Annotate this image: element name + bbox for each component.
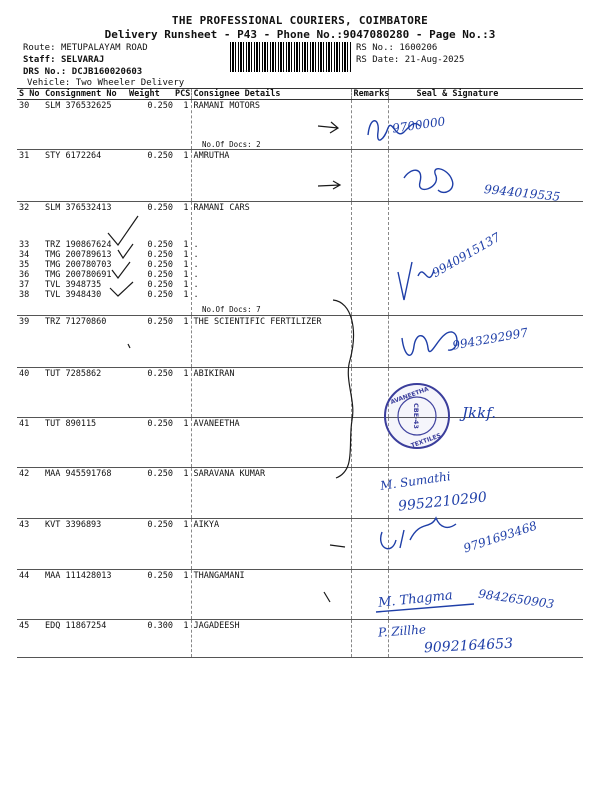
col-remarks: Remarks [351,89,388,100]
col-sno: S No [17,89,43,100]
staff-value: SELVARAJ [60,55,105,65]
cell-consignment: TUT 7285862 [43,368,127,418]
cell-pcs: 1 [175,418,191,468]
cell-consignee: THE SCIENTIFIC FERTILIZER [191,316,351,368]
table-row [17,368,583,418]
cell-consignee: RAMANI CARS . . . . . . [191,202,351,316]
cell-weight: 0.250 [127,519,175,570]
cell-consignee: SARAVANA KUMAR [191,468,351,519]
cell-weight: 0.250 [127,150,175,202]
cell-weight: 0.250 0.250 0.250 0.250 0.250 0.250 0.250 [127,202,175,316]
col-pcs: PCS [175,89,191,99]
cell-consignment: SLM 376532625 [43,100,127,150]
cell-pcs: 1 [175,316,191,368]
cell-remarks [351,100,388,150]
handwriting-45-name: P. Zillhe [377,622,427,640]
col-consignment: Consignment No [43,89,127,100]
cell-consignment: STY 6172264 [43,150,127,202]
cell-weight: 0.250 [127,418,175,468]
cell-sno: 45 [17,620,43,658]
handwriting-44-name: M. Thagma [377,588,454,611]
handwriting-32: 9940915137 [429,229,503,281]
handwriting-39: 9943292997 [451,325,529,353]
rs-date-value: 21-Aug-2025 [404,55,465,65]
cell-pcs: 1 [175,150,191,202]
cell-consignment: EDQ 11867254 [43,620,127,658]
cell-remarks [351,202,388,316]
svg-text:CBE-43: CBE-43 [412,403,420,429]
col-consignee: Consignee Details [191,89,351,100]
cell-remarks [351,150,388,202]
col-weight: Weight [127,89,175,100]
table-row-group [17,202,583,316]
rs-date-line: RS Date: 21-Aug-2025 [356,55,465,65]
cell-consignee: THANGAMANI [191,570,351,620]
table-row [17,468,583,519]
rs-number-line: RS No.: 1600206 [356,43,438,53]
cell-consignee: JAGADEESH [191,620,351,658]
cell-pcs: 1 [175,620,191,658]
cell-consignee: AMRUTHA [191,150,351,202]
rs-number-value: 1600206 [399,43,438,53]
cell-weight: 0.300 [127,620,175,658]
runsheet-table [17,88,583,658]
cell-consignee: ABIKIRAN [191,368,351,418]
cell-consignment: TRZ 71270860 [43,316,127,368]
route-value: METUPALAYAM ROAD [60,43,148,53]
cell-consignee: AIKYA [191,519,351,570]
handwriting-44-phone: 9842650903 [477,586,555,612]
cell-consignment: MAA 111428013 [43,570,127,620]
handwriting-31: 9944019535 [483,182,561,204]
route-line: Route: METUPALAYAM ROAD [23,43,148,53]
handwriting-42-phone: 9952210290 [397,489,488,515]
cell-sno: 40 [17,368,43,418]
cell-pcs: 1 [175,468,191,519]
cell-sno: 39 [17,316,43,368]
cell-weight: 0.250 [127,468,175,519]
cell-weight: 0.250 [127,368,175,418]
cell-weight: 0.250 [127,570,175,620]
cell-pcs: 1 [175,368,191,418]
cell-pcs: 1 1 1 1 1 1 1 [175,202,191,316]
cell-consignment: TUT 890115 [43,418,127,468]
table-row [17,418,583,468]
col-seal-signature: Seal & Signature [388,89,583,100]
svg-text:TEXTILES: TEXTILES [410,432,443,450]
table-row [17,100,583,150]
runsheet-subtitle: Delivery Runsheet - P43 - Phone No.:9047080280 - Page No.:3 [104,28,496,41]
cell-sno: 43 [17,519,43,570]
handwriting-30: 9700000 [391,114,447,136]
cell-sno: 42 [17,468,43,519]
cell-sno: 32 33 34 35 36 37 38 [17,202,43,316]
cell-consignment: KVT 3396893 [43,519,127,570]
cell-pcs: 1 [175,100,191,150]
cell-weight: 0.250 [127,316,175,368]
cell-remarks [351,519,388,570]
cell-signature [388,202,583,316]
rubber-stamp [383,382,451,450]
vehicle-value: Two Wheeler Delivery [75,78,185,88]
docs-count: No.Of Docs: 7 [202,305,261,314]
table-header-row [17,89,583,100]
cell-remarks [351,316,388,368]
cell-consignment: SLM 376532413 TRZ 190867624 TMG 200789613 TMG 200780703 TMG 200780691 TVL 3948735 TVL 3948430 [43,202,127,316]
cell-remarks [351,468,388,519]
staff-line: Staff: SELVARAJ [23,55,105,65]
company-title: THE PROFESSIONAL COURIERS, COIMBATORE [171,14,429,27]
cell-sno: 31 [17,150,43,202]
cell-sno: 41 [17,418,43,468]
svg-text:AVANEETHA: AVANEETHA [389,385,430,406]
cell-sno: 30 [17,100,43,150]
vehicle-line: Vehicle: Two Wheeler Delivery [27,78,185,88]
handwriting-41: Jkkf. [462,404,496,422]
handwriting-42-name: M. Sumathi [379,469,452,493]
cell-pcs: 1 [175,570,191,620]
docs-count: No.Of Docs: 2 [202,140,261,149]
handwriting-43: 9791693468 [461,518,539,556]
cell-sno: 44 [17,570,43,620]
cell-consignee: AVANEETHA [191,418,351,468]
drs-value: DCJB160020603 [71,67,143,77]
cell-pcs: 1 [175,519,191,570]
cell-weight: 0.250 [127,100,175,150]
handwriting-45-phone: 9092164653 [423,635,514,657]
barcode [230,42,351,72]
cell-consignee: RAMANI MOTORS [191,100,351,150]
drs-line: DRS No.: DCJB160020603 [23,67,143,77]
cell-consignment: MAA 945591768 [43,468,127,519]
